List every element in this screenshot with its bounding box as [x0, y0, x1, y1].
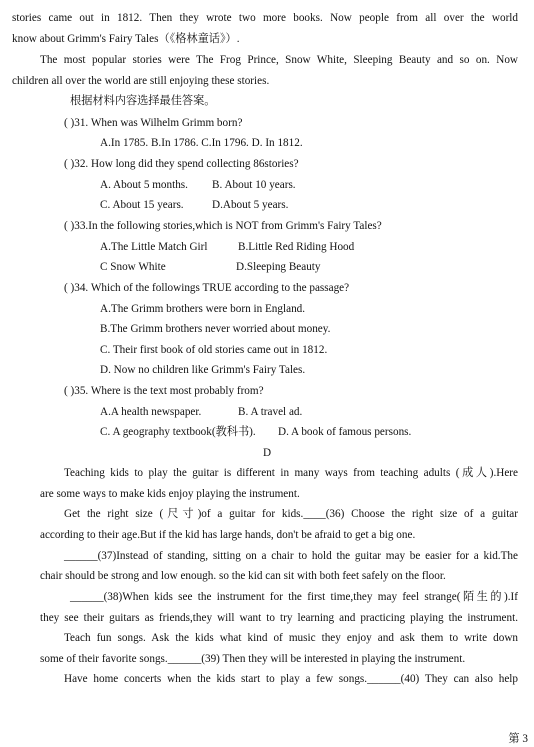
question-option: C. A geography textbook(教科书). [100, 426, 256, 438]
section-label: D [262, 447, 272, 459]
passage-line: some of their favorite songs.______(39) Then they will be interested in playing the instrument. [40, 653, 466, 665]
question-option: C Snow White [100, 261, 166, 273]
question-option: A.A health newspaper. [100, 406, 202, 418]
passage-line: ______(37)Instead of standing, sitting on a chair to hold the guitar may be easier for a kid.The [64, 550, 518, 562]
passage-line: they see their guitars as friends,they will want to try learning and practicing playing the instrument. [40, 612, 518, 624]
question-stem: ( )34. Which of the followings TRUE according to the passage? [64, 282, 350, 294]
question-stem: ( )33.In the following stories,which is NOT from Grimm's Fairy Tales? [64, 220, 382, 232]
question-option: B.Little Red Riding Hood [238, 241, 355, 253]
passage-line: Have home concerts when the kids start to play a few songs.______(40) They can also help [64, 673, 518, 685]
question-option: D.Sleeping Beauty [236, 261, 321, 273]
question-option: D. A book of famous persons. [278, 426, 412, 438]
question-option: C. About 15 years. [100, 199, 184, 211]
passage-line: chair should be strong and low enough. so the kid can sit with both feet safely on the floor. [40, 570, 446, 582]
passage-line: Teach fun songs. Ask the kids what kind of music they enjoy and ask them to write down [64, 632, 518, 644]
question-option: B. About 10 years. [212, 179, 296, 191]
question-option: D. Now no children like Grimm's Fairy Tales. [100, 364, 306, 376]
question-option: A.In 1785. B.In 1786. C.In 1796. D. In 1812. [100, 137, 303, 149]
question-option: B.The Grimm brothers never worried about money. [100, 323, 331, 335]
question-option: C. Their first book of old stories came out in 1812. [100, 344, 328, 356]
question-stem: ( )32. How long did they spend collecting 86stories? [64, 158, 299, 170]
passage-line: know about Grimm's Fairy Tales（《格林童话》）. [12, 33, 240, 45]
question-option: D.About 5 years. [212, 199, 289, 211]
passage-line: Teaching kids to play the guitar is different in many ways from teaching adults (成人).Here [64, 467, 518, 479]
passage-line: Get the right size (尺寸)of a guitar for kids.____(36) Choose the right size of a guitar [64, 508, 518, 520]
question-stem: ( )35. Where is the text most probably from? [64, 385, 264, 397]
passage-line: children all over the world are still enjoying these stories. [12, 75, 270, 87]
instruction-text: 根据材料内容选择最佳答案。 [70, 95, 216, 107]
question-option: A. About 5 months. [100, 179, 188, 191]
question-option: A.The Little Match Girl [100, 241, 208, 253]
question-stem: ( )31. When was Wilhelm Grimm born? [64, 117, 243, 129]
question-option: A.The Grimm brothers were born in England. [100, 303, 306, 315]
passage-line: stories came out in 1812. Then they wrote two more books. Now people from all over the world [12, 12, 518, 24]
passage-line: according to their age.But if the kid has large hands, don't be afraid to get a big one. [40, 529, 416, 541]
question-option: B. A travel ad. [238, 406, 303, 418]
passage-line: are some ways to make kids enjoy playing the instrument. [40, 488, 300, 500]
passage-line: ______(38)When kids see the instrument for the first time,they may feel strange(陌生的).If [70, 591, 518, 603]
page-number: 第 3 [508, 733, 528, 745]
passage-line: The most popular stories were The Frog Prince, Snow White, Sleeping Beauty and so on. Now [40, 54, 518, 66]
